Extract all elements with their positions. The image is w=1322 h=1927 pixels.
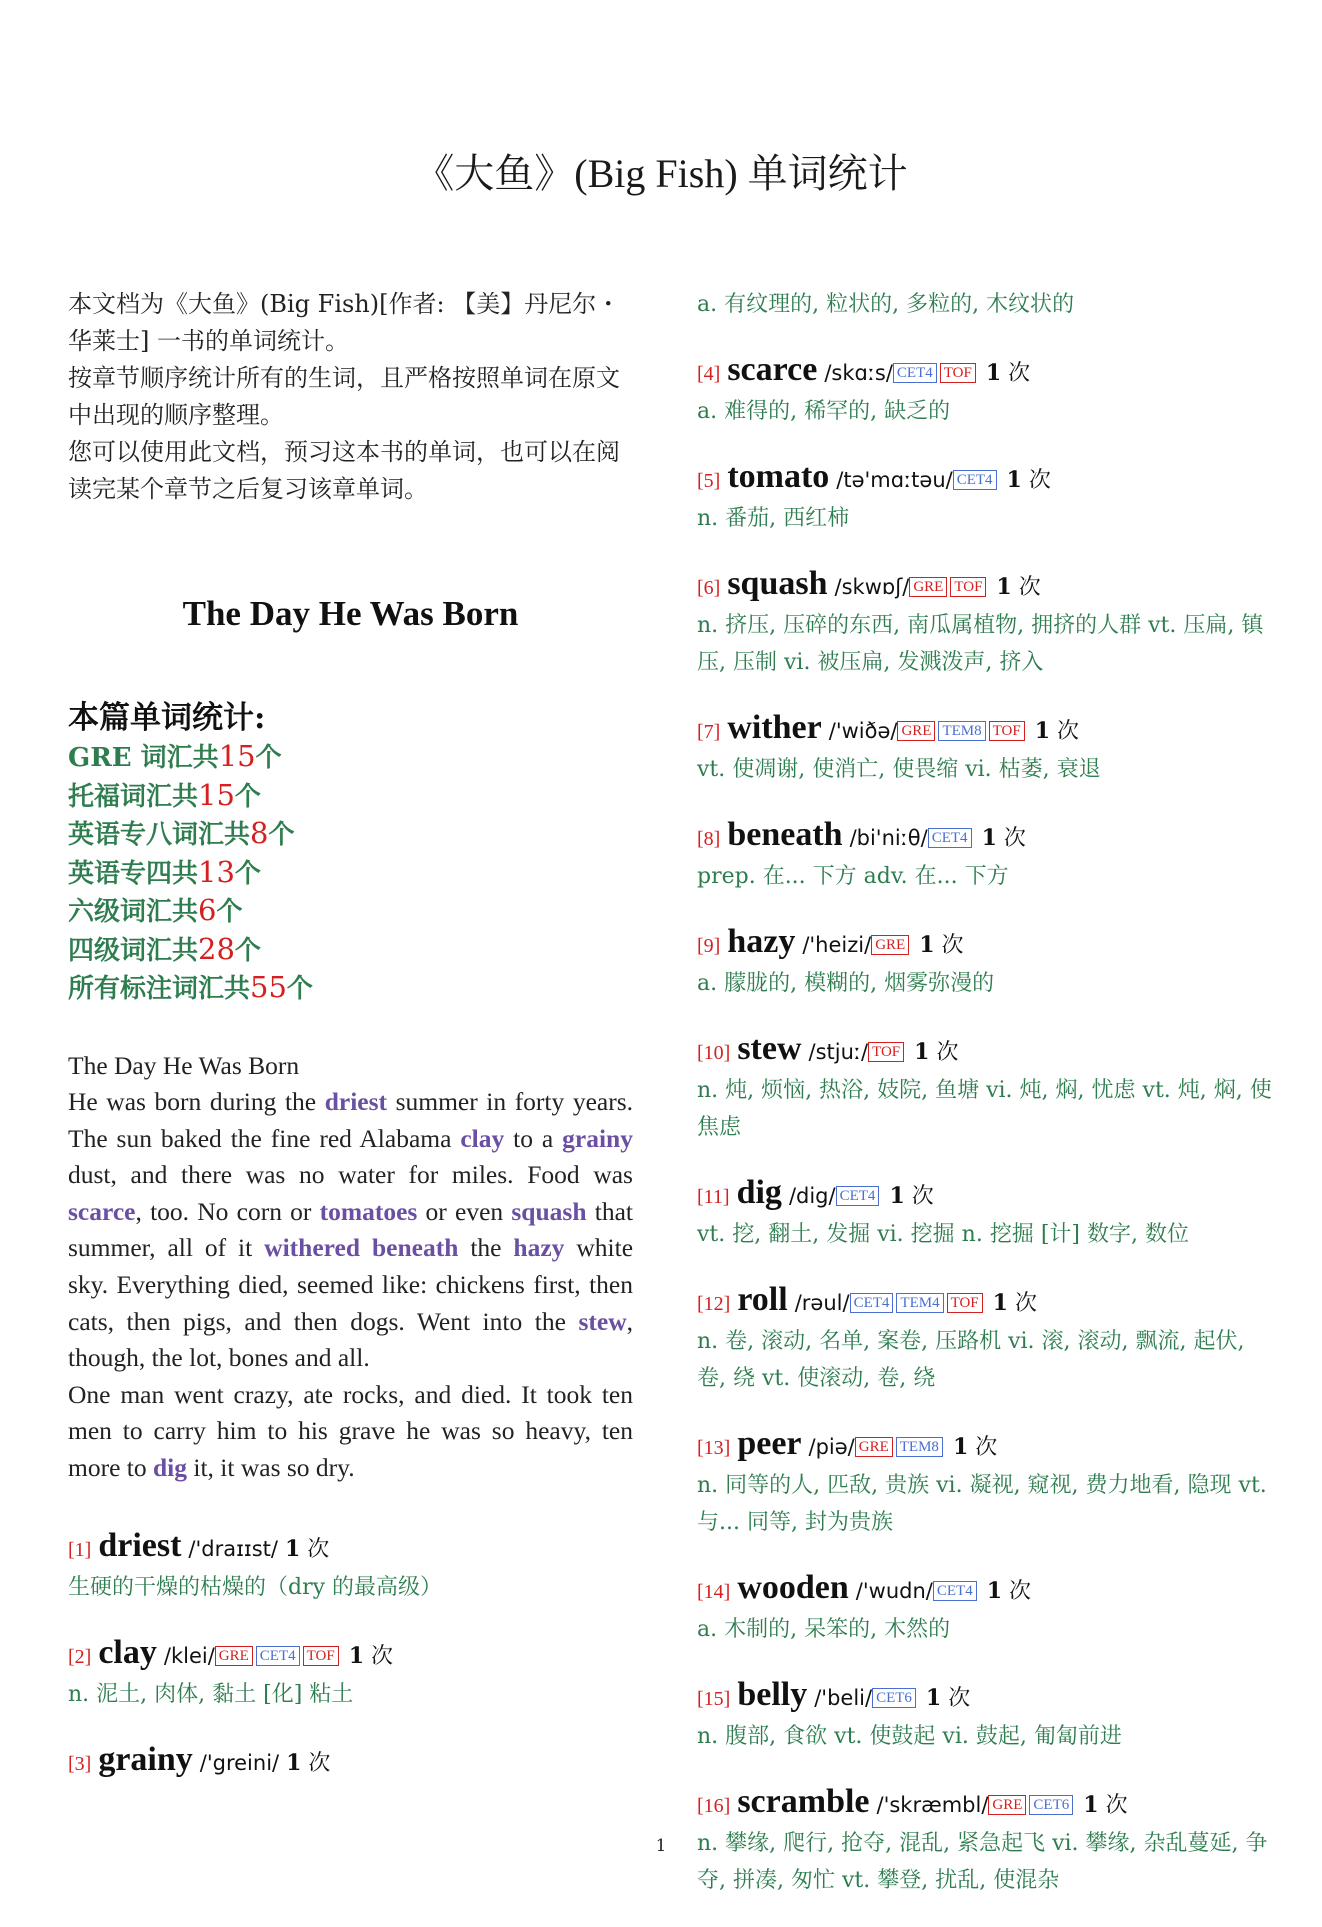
entry-definition: n. 攀缘, 爬行, 抢夺, 混乱, 紧急起飞 vi. 攀缘, 杂乱蔓延, 争夺, 拼凑, 匆忙 vt. 攀登, 扰乱, 使混杂 [697, 1831, 1268, 1893]
stat-value: 28 [198, 931, 235, 966]
word-entry [68, 1741, 633, 1783]
entry-index: [13] [697, 1437, 731, 1459]
entry-head [697, 351, 1272, 393]
entry-head [697, 816, 1272, 858]
entry-definition: prep. 在... 下方 adv. 在... 下方 [697, 864, 1009, 889]
highlighted-word: driest [324, 1087, 388, 1117]
entry-count [987, 1579, 1031, 1604]
exam-tag: TEM8 [896, 1437, 943, 1457]
count-unit: 次 [941, 1686, 971, 1711]
entry-head [68, 1634, 633, 1676]
stat-line [68, 931, 633, 970]
count-unit: 次 [1007, 1291, 1037, 1316]
count-value: 1 [348, 1642, 365, 1669]
entry-phonetic: /'beli/ [814, 1686, 873, 1710]
exam-tag: CET4 [836, 1186, 880, 1206]
entry-definition: n. 泥土, 肉体, 黏土 [化] 粘土 [68, 1681, 354, 1707]
entry-index: [6] [697, 577, 721, 599]
count-value: 1 [1006, 467, 1022, 493]
entry-index: [2] [68, 1645, 92, 1668]
exam-tag: GRE [988, 1795, 1026, 1815]
exam-tag: CET6 [872, 1688, 916, 1708]
count-value: 1 [914, 1039, 930, 1065]
word-entry [697, 1030, 1272, 1146]
intro-line-1: 本文档为《大鱼》(Big Fish)[作者: 【美】丹尼尔・华莱士] 一书的单词统计。 [68, 290, 621, 355]
stat-value: 8 [250, 816, 269, 850]
count-unit: 次 [1011, 575, 1041, 600]
entry-index: [8] [697, 828, 721, 850]
entry-phonetic: /rəul/ [794, 1291, 850, 1315]
exam-tag: CET4 [928, 828, 972, 848]
entry-definition: n. 卷, 滚动, 名单, 案卷, 压路机 vi. 滚, 滚动, 飘流, 起伏, 卷, 绕 vt. 使滚动, 卷, 绕 [697, 1329, 1245, 1391]
entry-count [1083, 1793, 1127, 1818]
chapter-title: The Day He Was Born [182, 594, 519, 633]
count-unit: 次 [996, 826, 1026, 851]
entry-phonetic: /'skræmbl/ [876, 1793, 989, 1817]
count-value: 1 [992, 1290, 1008, 1316]
word-entry [697, 923, 1272, 1002]
count-value: 1 [889, 1183, 905, 1209]
entry-head [697, 1030, 1272, 1072]
count-unit: 次 [904, 1184, 934, 1209]
count-unit: 次 [300, 1536, 330, 1562]
entry-count [889, 1184, 933, 1209]
entry-phonetic: /bi'niːθ/ [849, 826, 928, 850]
exam-tag: CET4 [893, 363, 937, 383]
entry-count [1035, 719, 1079, 744]
stat-label: 托福词汇共 [68, 781, 199, 812]
entry-word: roll [737, 1281, 788, 1318]
count-unit: 次 [934, 933, 964, 958]
word-entry [697, 565, 1272, 681]
entry-head [697, 923, 1272, 965]
count-value: 1 [919, 932, 935, 958]
entry-head [697, 458, 1272, 500]
stat-unit: 个 [234, 858, 261, 889]
entry-word: driest [98, 1526, 182, 1564]
word-entry [68, 1527, 633, 1606]
entry-phonetic: /'heizi/ [802, 933, 872, 957]
entry-count [919, 933, 963, 958]
exam-tag: CET4 [850, 1293, 894, 1313]
exam-tag: GRE [909, 577, 947, 597]
entry-index: [7] [697, 721, 721, 743]
highlighted-word: hazy [513, 1233, 565, 1263]
passage-heading: The Day He Was Born [68, 1050, 300, 1080]
stat-value: 6 [198, 893, 217, 927]
count-value: 1 [286, 1749, 302, 1776]
right-word-entries [697, 351, 1272, 1899]
entry-index: [5] [697, 470, 721, 492]
highlighted-word: beneath [371, 1233, 459, 1263]
exam-tag: TOF [303, 1646, 339, 1666]
word-entry [697, 351, 1272, 430]
entry-definition: n. 腹部, 食欲 vt. 使鼓起 vi. 鼓起, 匍匐前进 [697, 1724, 1122, 1749]
exam-tag: TOF [950, 577, 986, 597]
entry-head [697, 1281, 1272, 1323]
entry-definition: a. 朦胧的, 模糊的, 烟雾弥漫的 [697, 971, 995, 996]
count-unit: 次 [1021, 468, 1051, 493]
stat-unit: 个 [268, 820, 295, 850]
entry-word: squash [727, 565, 828, 602]
exam-tag: GRE [215, 1646, 253, 1666]
entry-word: clay [98, 1633, 157, 1671]
entry-head [697, 1783, 1272, 1825]
word-entry [697, 1676, 1272, 1755]
entry-word: wooden [737, 1569, 849, 1606]
entry-index: [1] [68, 1538, 92, 1561]
word-entry [697, 1425, 1272, 1541]
stat-line [68, 892, 633, 931]
entry-index: [4] [697, 363, 721, 385]
word-entry [68, 1634, 633, 1713]
entry-head [697, 565, 1272, 607]
entry-word: stew [737, 1030, 802, 1067]
entry-definition: vt. 挖, 翻土, 发掘 vi. 挖掘 n. 挖掘 [计] 数字, 数位 [697, 1222, 1189, 1247]
entry-index: [11] [697, 1186, 730, 1208]
entry-phonetic: /dig/ [788, 1184, 836, 1208]
entry-phonetic: /skwɒʃ/ [834, 575, 910, 599]
entry-index: [3] [68, 1752, 92, 1775]
passage-paragraph-2: One man went crazy, ate rocks, and died. It took ten men to carry him to his grave he was so heavy, ten more to dig it, it was so dry. [68, 1379, 633, 1483]
stat-line [68, 777, 633, 816]
entry-phonetic: /'wiðə/ [828, 719, 898, 743]
entry-count [349, 1644, 393, 1669]
stat-line [68, 738, 633, 777]
count-unit: 次 [929, 1040, 959, 1065]
entry-phonetic: /'wudn/ [855, 1579, 933, 1603]
entry-count [986, 361, 1030, 386]
entry-count [993, 1291, 1037, 1316]
exam-tag: TOF [940, 363, 976, 383]
count-value: 1 [981, 825, 997, 851]
count-value: 1 [952, 1434, 969, 1460]
word-entry [697, 458, 1272, 537]
entry-definition: 生硬的干燥的枯燥的（dry 的最高级） [68, 1574, 443, 1600]
entry-word: grainy [98, 1740, 193, 1778]
intro-text [68, 286, 633, 508]
entry-head [697, 709, 1272, 751]
entry-head [697, 1676, 1272, 1718]
word-entry [697, 1569, 1272, 1648]
highlighted-word: clay [460, 1123, 505, 1153]
intro-line-3: 您可以使用此文档，预习这本书的单词，也可以在阅读完某个章节之后复习该章单词。 [68, 438, 620, 503]
passage [68, 1048, 633, 1487]
stat-unit: 个 [216, 897, 243, 927]
intro-line-2: 按章节顺序统计所有的生词，且严格按照单词在原文中出现的顺序整理。 [68, 364, 620, 429]
entry-count [982, 826, 1026, 851]
entry-index: [14] [697, 1581, 731, 1603]
entry-index: [10] [697, 1042, 731, 1064]
count-value: 1 [925, 1685, 942, 1711]
stat-label: 四级词汇共 [68, 935, 199, 966]
entry-count [953, 1435, 997, 1460]
exam-tag: TOF [947, 1293, 983, 1313]
exam-tag: CET4 [953, 470, 997, 490]
stat-unit: 个 [234, 781, 261, 812]
entry-count [996, 575, 1040, 600]
exam-tag: GRE [871, 935, 909, 955]
entry-phonetic: /'greini/ [199, 1750, 280, 1775]
entry-word: hazy [727, 923, 796, 960]
entry-word: scramble [737, 1783, 870, 1820]
entry-phonetic: /klei/ [163, 1643, 215, 1668]
stat-label: GRE 词汇共 [68, 743, 219, 773]
exam-tag: TEM4 [896, 1293, 943, 1313]
entry-definition: a. 难得的, 稀罕的, 缺乏的 [697, 399, 951, 424]
stat-unit: 个 [255, 743, 282, 773]
entry-head [697, 1174, 1272, 1216]
entry-phonetic: /piə/ [808, 1435, 855, 1459]
count-unit: 次 [1002, 1579, 1032, 1604]
entry-count [285, 1537, 329, 1562]
exam-tag: GRE [855, 1437, 893, 1457]
highlighted-word: withered [264, 1233, 361, 1263]
stat-label: 英语专八词汇共 [68, 820, 251, 850]
right-column [697, 286, 1272, 1927]
exam-tag: CET4 [256, 1646, 300, 1666]
stat-value: 13 [198, 854, 235, 889]
stat-value: 15 [218, 739, 256, 773]
count-value: 1 [284, 1535, 301, 1562]
word-entry [697, 1281, 1272, 1397]
entry-count [286, 1751, 330, 1776]
highlighted-word: squash [511, 1196, 587, 1226]
entry-word: dig [736, 1174, 782, 1211]
entry-word: tomato [727, 458, 830, 495]
entry-definition: n. 炖, 烦恼, 热浴, 妓院, 鱼塘 vi. 炖, 焖, 忧虑 vt. 炖, 焖, 使焦虑 [697, 1078, 1272, 1140]
stat-line [68, 854, 633, 893]
highlighted-word: scarce [68, 1196, 136, 1226]
word-entry [697, 709, 1272, 788]
count-unit: 次 [1098, 1793, 1128, 1818]
entry-definition: n. 番茄, 西红柿 [697, 506, 850, 531]
passage-paragraph-1: He was born during the driest summer in forty years. The sun baked the fine red Alabama clay to a grainy dust, and there was no water for miles. Food was scarce, too. No corn or tomatoes or even squash that summer, all of it withered beneath the hazy white sky. Everything died, seemed like: chickens first, then cats, then pigs, and then dogs. Went into the stew, though, the lot, bones and all. [68, 1087, 634, 1373]
stat-unit: 个 [234, 935, 261, 966]
stat-label: 六级词汇共 [68, 897, 199, 927]
entry-word: scarce [727, 351, 818, 388]
page-number: 1 [655, 1836, 667, 1856]
count-value: 1 [986, 1578, 1003, 1604]
entry-3-definition: a. 有纹理的, 粒状的, 多粒的, 木纹状的 [697, 292, 1075, 317]
entry-phonetic: /'draɪɪst/ [188, 1536, 278, 1561]
left-word-entries [68, 1527, 633, 1783]
count-value: 1 [1034, 718, 1051, 744]
exam-tag: CET4 [933, 1581, 977, 1601]
entry-count [914, 1040, 958, 1065]
stat-label: 英语专四共 [68, 858, 199, 889]
count-unit: 次 [1050, 719, 1080, 744]
exam-tag: TOF [868, 1042, 904, 1062]
stat-line [68, 969, 633, 1008]
highlighted-word: dig [152, 1453, 188, 1483]
stat-line [68, 815, 633, 854]
count-unit: 次 [301, 1750, 331, 1776]
stat-value: 15 [198, 777, 235, 812]
word-entry [697, 1174, 1272, 1253]
entry-count [1007, 468, 1051, 493]
entry-head [697, 1569, 1272, 1611]
count-unit: 次 [364, 1643, 394, 1669]
stat-unit: 个 [286, 974, 313, 1004]
entry-index: [15] [697, 1688, 731, 1710]
entry-head [68, 1527, 633, 1569]
entry-definition: vt. 使凋谢, 使消亡, 使畏缩 vi. 枯萎, 衰退 [697, 757, 1101, 782]
document-title: 《大鱼》(Big Fish) 单词统计 [414, 151, 908, 196]
count-unit: 次 [1001, 361, 1031, 386]
stat-value: 55 [250, 970, 287, 1004]
stats-list [68, 738, 633, 1008]
entry-index: [12] [697, 1293, 731, 1315]
entry-phonetic: /stjuː/ [808, 1040, 869, 1064]
entry-head [697, 1425, 1272, 1467]
entry-word: peer [737, 1425, 802, 1462]
entry-word: wither [727, 709, 822, 746]
entry-definition: n. 同等的人, 匹敌, 贵族 vi. 凝视, 窥视, 费力地看, 隐现 vt. 与... 同等, 封为贵族 [697, 1473, 1267, 1535]
stat-label: 所有标注词汇共 [68, 974, 251, 1004]
count-value: 1 [1083, 1792, 1099, 1818]
entry-count [926, 1686, 970, 1711]
highlighted-word: grainy [562, 1123, 633, 1153]
entry-word: belly [737, 1676, 808, 1713]
exam-tag: TEM8 [938, 721, 985, 741]
entry-head [68, 1741, 633, 1783]
entry-phonetic: /tə'mɑːtəu/ [836, 468, 953, 492]
count-value: 1 [985, 360, 1002, 386]
exam-tag: CET6 [1029, 1795, 1073, 1815]
entry-word: beneath [727, 816, 843, 853]
entry-definition: n. 挤压, 压碎的东西, 南瓜属植物, 拥挤的人群 vt. 压扁, 镇压, 压制 vi. 被压扁, 发溅泼声, 挤入 [697, 613, 1264, 675]
entry-index: [9] [697, 935, 721, 957]
entry-phonetic: /skɑːs/ [824, 361, 893, 385]
count-unit: 次 [968, 1435, 998, 1460]
stats-heading: 本篇单词统计: [68, 700, 266, 736]
exam-tag: TOF [989, 721, 1025, 741]
left-column [68, 286, 633, 1811]
word-entry [697, 816, 1272, 895]
exam-tag: GRE [897, 721, 935, 741]
count-value: 1 [996, 574, 1012, 600]
entry-index: [16] [697, 1795, 731, 1817]
entry-definition: a. 木制的, 呆笨的, 木然的 [697, 1617, 951, 1642]
highlighted-word: tomatoes [319, 1196, 418, 1226]
highlighted-word: stew [578, 1306, 627, 1336]
